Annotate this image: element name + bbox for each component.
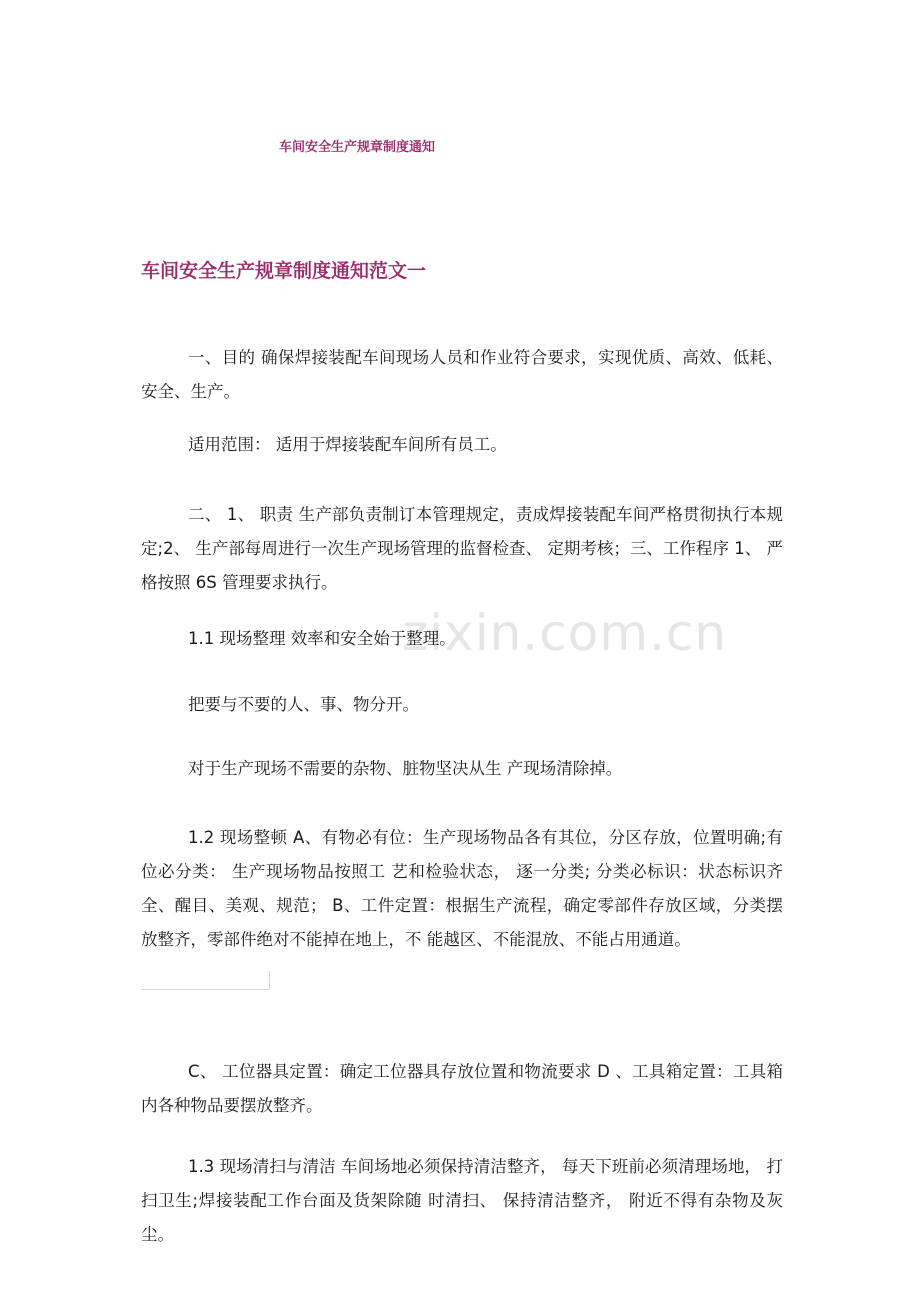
header-title: 车间安全生产规章制度通知 xyxy=(279,140,436,155)
watermark: zixin.com.cn xyxy=(402,604,728,662)
paragraph-text: C、 工位器具定置：确定工位器具存放位置和物流要求 D 、工具箱定置：工具箱内各种物品要摆放整齐。 xyxy=(141,1062,783,1115)
paragraph-text: 二、 1、 职责 生产部负责制订本管理规定，责成焊接装配车间严格贯彻执行本规定;2、 生产部每周进行一次生产现场管理的监督检查、 定期考核；三、工作程序 1、 严格按照 6S 管理要求执行。 xyxy=(141,505,783,592)
paragraph-1-3 xyxy=(141,1150,783,1252)
paragraph-1-2 xyxy=(141,821,783,957)
paragraph-1-1: 1.1 现场整理 效率和安全始于整理。 xyxy=(188,629,456,648)
paragraph-clear: 对于生产现场不需要的杂物、脏物坚决从生 产现场清除掉。 xyxy=(188,759,623,778)
selection-box xyxy=(141,971,270,990)
paragraph-scope: 适用范围： 适用于焊接装配车间所有员工。 xyxy=(188,435,507,454)
paragraph-text: 1.3 现场清扫与清洁 车间场地必须保持清洁整齐， 每天下班前必须清理场地， 打扫卫生;焊接装配工作台面及货架除随 时清扫、 保持清洁整齐， 附近不得有杂物及灰尘。 xyxy=(141,1157,783,1244)
paragraph-responsibility xyxy=(141,498,783,600)
paragraph-text: 一、目的 确保焊接装配车间现场人员和作业符合要求，实现优质、高效、低耗、安全、生产。 xyxy=(141,348,783,401)
paragraph-purpose xyxy=(141,341,783,409)
paragraph-text: 1.2 现场整顿 A、有物必有位：生产现场物品各有其位，分区存放，位置明确;有位必分类： 生产现场物品按照工 艺和检验状态， 逐一分类; 分类必标识：状态标识齐全、醒目、美观、规范； B、工件定置：根据生产流程，确定零部件存放区域，分类摆放整齐，零部件绝对不能掉在地上，不 能越区、不能混放、不能占用通道。 xyxy=(141,828,783,949)
paragraph-sort: 把要与不要的人、事、物分开。 xyxy=(188,695,419,714)
paragraph-c xyxy=(141,1055,783,1123)
main-title: 车间安全生产规章制度通知范文一 xyxy=(141,260,427,282)
